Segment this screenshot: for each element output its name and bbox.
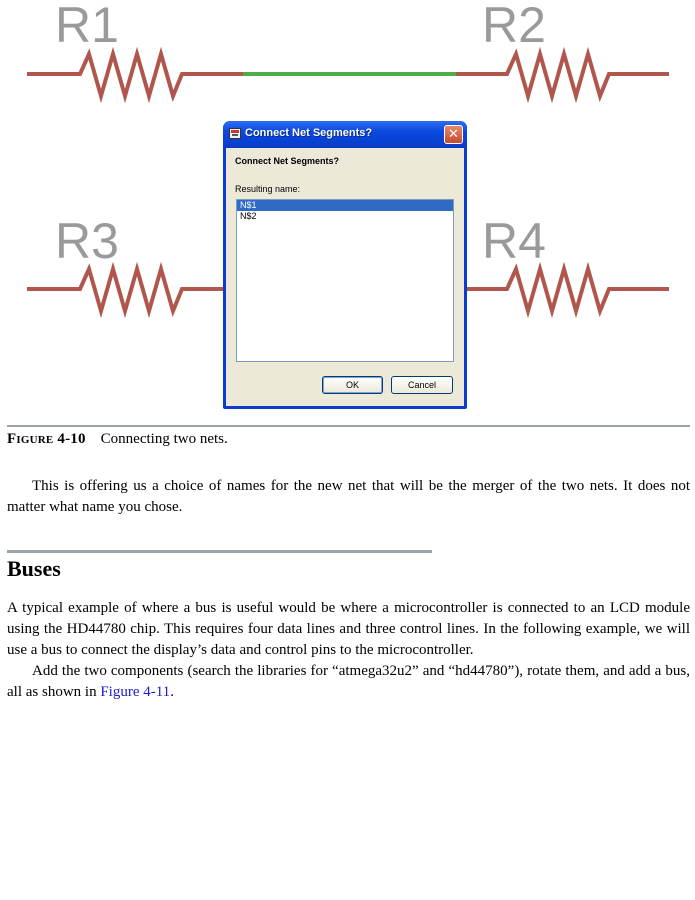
r1-resistor[interactable]	[27, 54, 243, 96]
dialog-heading: Connect Net Segments?	[235, 156, 340, 166]
resulting-name-label: Resulting name:	[235, 184, 301, 194]
cancel-button[interactable]: Cancel	[391, 376, 453, 394]
dialog-title: Connect Net Segments?	[245, 127, 373, 139]
close-icon[interactable]: ✕	[444, 125, 463, 144]
dialog-body	[226, 148, 464, 406]
r4-resistor[interactable]	[466, 269, 669, 311]
r2-resistor[interactable]	[456, 54, 669, 96]
section-title: Buses	[7, 556, 61, 581]
dialog-titlebar[interactable]	[223, 121, 467, 148]
ok-button[interactable]: OK	[322, 376, 383, 394]
caption-text: Connecting two nets.	[100, 431, 228, 447]
section-rule	[7, 550, 432, 553]
caption-rule	[7, 425, 690, 427]
net-name-listbox[interactable]	[236, 199, 454, 362]
paragraph-3	[7, 661, 690, 703]
figure-caption	[7, 431, 228, 448]
r1-label: R1	[55, 0, 119, 53]
figure-4-11-link[interactable]: Figure 4-11	[100, 684, 171, 700]
paragraph-2: A typical example of where a bus is useful would be where a microcontroller is connected to an LCD module using the HD44780 chip. This requires four data lines and three control lines. In the following example, we will use a bus to connect the display’s data and control pins to the microcontroller.	[7, 600, 690, 658]
r3-resistor[interactable]	[27, 269, 225, 311]
r3-label: R3	[55, 213, 119, 269]
r4-label: R4	[482, 213, 546, 269]
paragraph-1: This is offering us a choice of names for the new net that will be the merger of the two nets. It does not matter what name you chose.	[7, 478, 690, 515]
paragraph-3-end: .	[170, 684, 174, 700]
app-icon	[229, 128, 241, 139]
list-item-n1[interactable]: N$1	[237, 200, 453, 211]
caption-label: Figure 4-10	[7, 431, 86, 447]
connect-net-segments-dialog	[223, 121, 467, 409]
list-item-n2[interactable]: N$2	[240, 211, 257, 221]
paragraph-3-text: Add the two components (search the libraries for “atmega32u2” and “hd44780”), rotate them, and add a bus, all as shown in	[7, 663, 690, 700]
r2-label: R2	[482, 0, 546, 53]
